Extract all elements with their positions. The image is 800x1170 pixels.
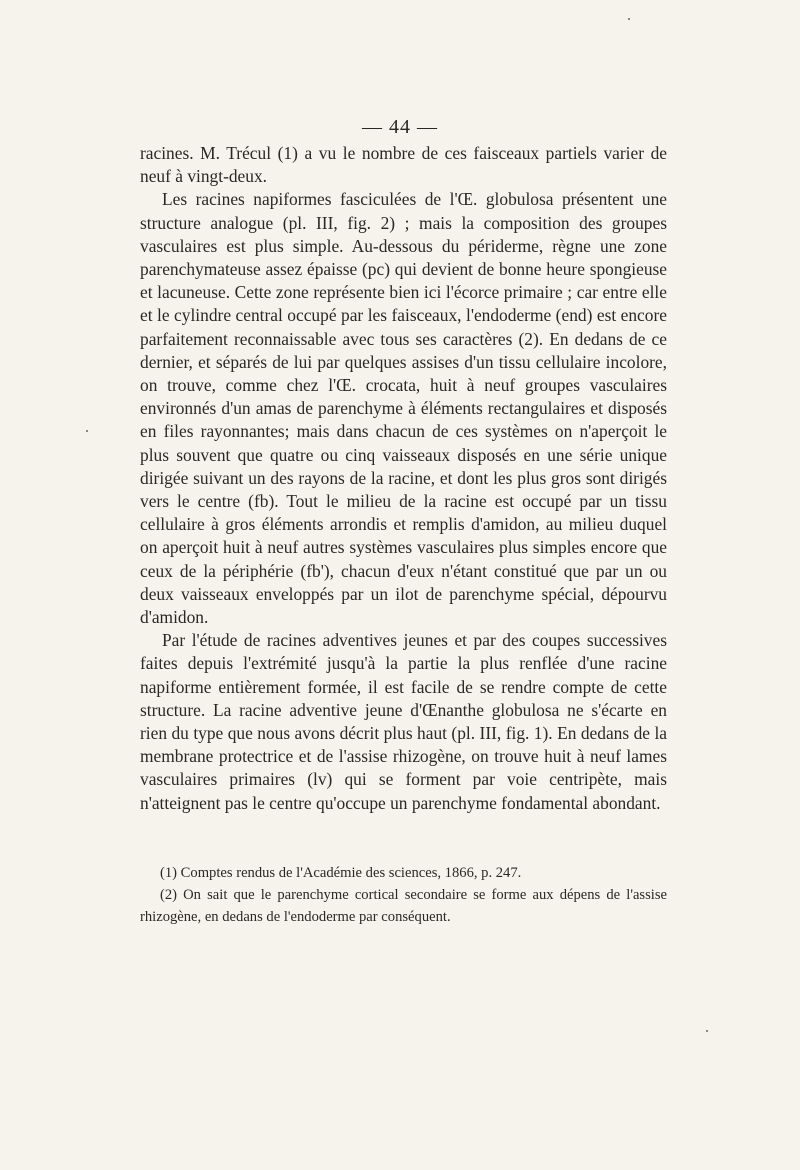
footnote-2: (2) On sait que le parenchyme cortical secondaire se forme aux dépens de l'assise rhizogène, en dedans de l'endoderme par conséquent.	[140, 887, 667, 925]
body-text	[140, 142, 667, 815]
paper-speck	[628, 18, 630, 20]
page-number: — 44 —	[362, 116, 438, 138]
footnotes	[140, 862, 667, 928]
paragraph-2: Les racines napiformes fasciculées de l'Œ. globulosa présentent une structure analogue (pl. III, fig. 2) ; mais la composition des groupes vasculaires est plus simple. Au-dessous du périderme, règne une zone parenchymateuse assez épaisse (pc) qui devient de bonne heure spongieuse et lacuneuse. Cette zone représente bien ici l'écorce primaire ; car entre elle et le cylindre central occupé par les faisceaux, l'endoderme (end) est encore parfaitement reconnaissable avec tous ses caractères (2). En dedans de ce dernier, et séparés de lui par quelques assises d'un tissu cellulaire incolore, on trouve, comme chez l'Œ. crocata, huit à neuf groupes vasculaires environnés d'un amas de parenchyme à éléments rectangulaires et disposés en files rayonnantes; mais dans chacun de ces systèmes on n'aperçoit le plus souvent que quatre ou cinq vaisseaux disposés en une série unique dirigée suivant un des rayons de la racine, et dont les plus gros sont dirigés vers le centre (fb). Tout le milieu de la racine est occupé par un tissu cellulaire à gros éléments arrondis et remplis d'amidon, au milieu duquel on aperçoit huit à neuf autres systèmes vasculaires plus simples encore que ceux de la périphérie (fb'), chacun d'eux n'étant constitué que par un ou deux vaisseaux enveloppés par un ilot de parenchyme spécial, dépourvu d'amidon.	[140, 189, 667, 628]
paper-speck	[706, 1030, 708, 1032]
paragraph-3: Par l'étude de racines adventives jeunes et par des coupes successives faites depuis l'extrémité jusqu'à la partie la plus renflée d'une racine napiforme entièrement formée, il est facile de se rendre compte de cette structure. La racine adventive jeune d'Œnanthe globulosa ne s'écarte en rien du type que nous avons décrit plus haut (pl. III, fig. 1). En dedans de la membrane protectrice et de l'assise rhizogène, on trouve huit à neuf lames vasculaires primaires (lv) qui se forment par voie centripète, mais n'atteignent pas le centre qu'occupe un parenchyme fondamental abondant.	[140, 630, 667, 813]
paper-speck	[86, 430, 88, 432]
paragraph-1: racines. M. Trécul (1) a vu le nombre de ces faisceaux partiels varier de neuf à vingt-deux.	[140, 143, 667, 187]
footnote-1: (1) Comptes rendus de l'Académie des sciences, 1866, p. 247.	[160, 865, 522, 881]
